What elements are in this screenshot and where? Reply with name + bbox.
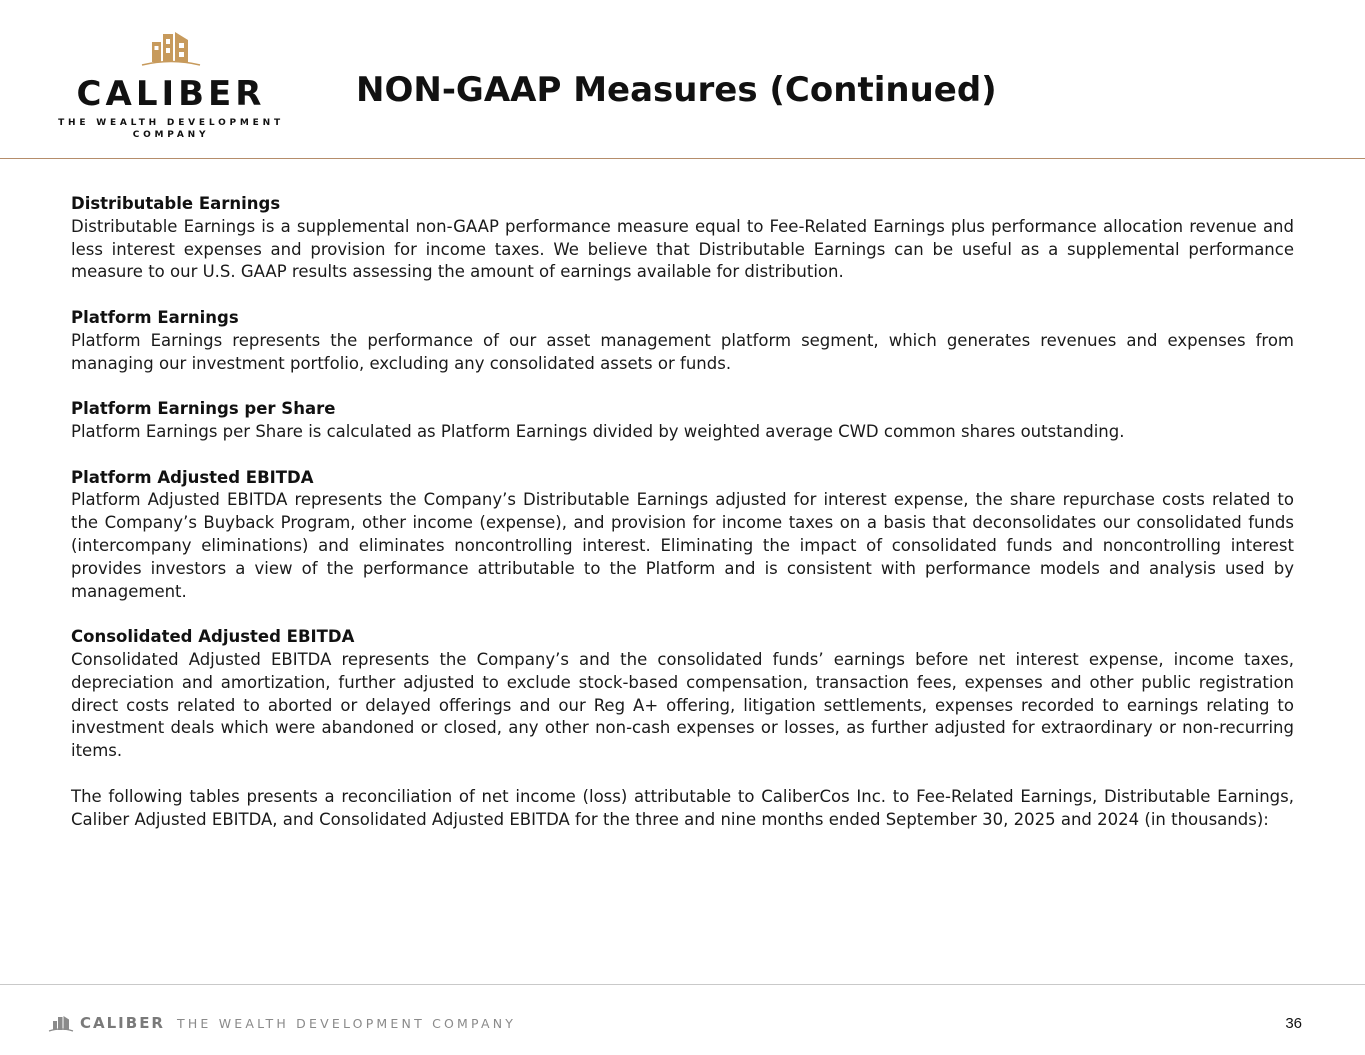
content-body	[71, 193, 1294, 831]
section-distributable-earnings	[71, 193, 1294, 284]
section-platform-adjusted-ebitda	[71, 467, 1294, 604]
section-consolidated-adjusted-ebitda	[71, 626, 1294, 763]
footer-divider	[0, 984, 1365, 985]
building-icon	[140, 28, 202, 68]
page-title: NON-GAAP Measures (Continued)	[356, 70, 997, 110]
section-body: Distributable Earnings is a supplemental non-GAAP performance measure equal to Fee-Related Earnings plus performance allocation revenue and less interest expenses and provision for income taxes. We believe that Distributable Earnings can be useful as a supplemental performance measure to our U.S. GAAP results assessing the amount of earnings available for distribution.	[71, 216, 1294, 282]
section-body: Platform Earnings represents the performance of our asset management platform segment, which generates revenues and expenses from managing our investment portfolio, excluding any consolidated assets or funds.	[71, 330, 1294, 373]
section-platform-earnings	[71, 307, 1294, 375]
header-divider	[0, 158, 1365, 159]
page-number: 36	[1285, 1015, 1302, 1032]
company-logo	[48, 28, 294, 141]
section-heading: Platform Earnings	[71, 307, 239, 327]
section-body: Consolidated Adjusted EBITDA represents the Company’s and the consolidated funds’ earnings before net interest expense, income taxes, depreciation and amortization, further adjusted to exclude stock-based compensation, transaction fees, expenses and other public registration direct costs related to aborted or delayed offerings and our Reg A+ offering, litigation settlements, expenses recorded to earnings relating to investment deals which were abandoned or closed, any other non-cash expenses or losses, as further adjusted for extraordinary or non-recurring items.	[71, 649, 1294, 761]
footer-tagline: THE WEALTH DEVELOPMENT COMPANY	[177, 1015, 517, 1031]
building-icon	[48, 1013, 74, 1033]
section-heading: Distributable Earnings	[71, 194, 281, 213]
section-heading: Platform Adjusted EBITDA	[71, 467, 314, 487]
footer-wordmark: CALIBER	[80, 1014, 165, 1032]
logo-tagline: THE WEALTH DEVELOPMENT COMPANY	[58, 118, 284, 140]
section-body: Platform Adjusted EBITDA represents the Company’s Distributable Earnings adjusted for interest expense, the share repurchase costs related to the Company’s Buyback Program, other income (expense), and provision for income taxes on a basis that deconsolidates our consolidated funds (intercompany eliminations) and eliminates noncontrolling interest. Eliminating the impact of consolidated funds and noncontrolling interest provides investors a view of the performance attributable to the Platform and is consistent with performance models and analysis used by management.	[71, 490, 1294, 601]
reconciliation-intro: The following tables presents a reconciliation of net income (loss) attributable to CaliberCos Inc. to Fee-Related Earnings, Distributable Earnings, Caliber Adjusted EBITDA, and Consolidated Adjusted EBITDA for the three and nine months ended September 30, 2025 and 2024 (in thousands):	[71, 786, 1294, 829]
section-heading: Consolidated Adjusted EBITDA	[71, 627, 355, 647]
footer-logo	[48, 1012, 516, 1034]
section-heading: Platform Earnings per Share	[71, 399, 336, 419]
section-platform-earnings-per-share	[71, 398, 1294, 444]
section-body: Platform Earnings per Share is calculated as Platform Earnings divided by weighted average CWD common shares outstanding.	[71, 421, 1125, 441]
logo-wordmark: CALIBER	[76, 74, 266, 114]
